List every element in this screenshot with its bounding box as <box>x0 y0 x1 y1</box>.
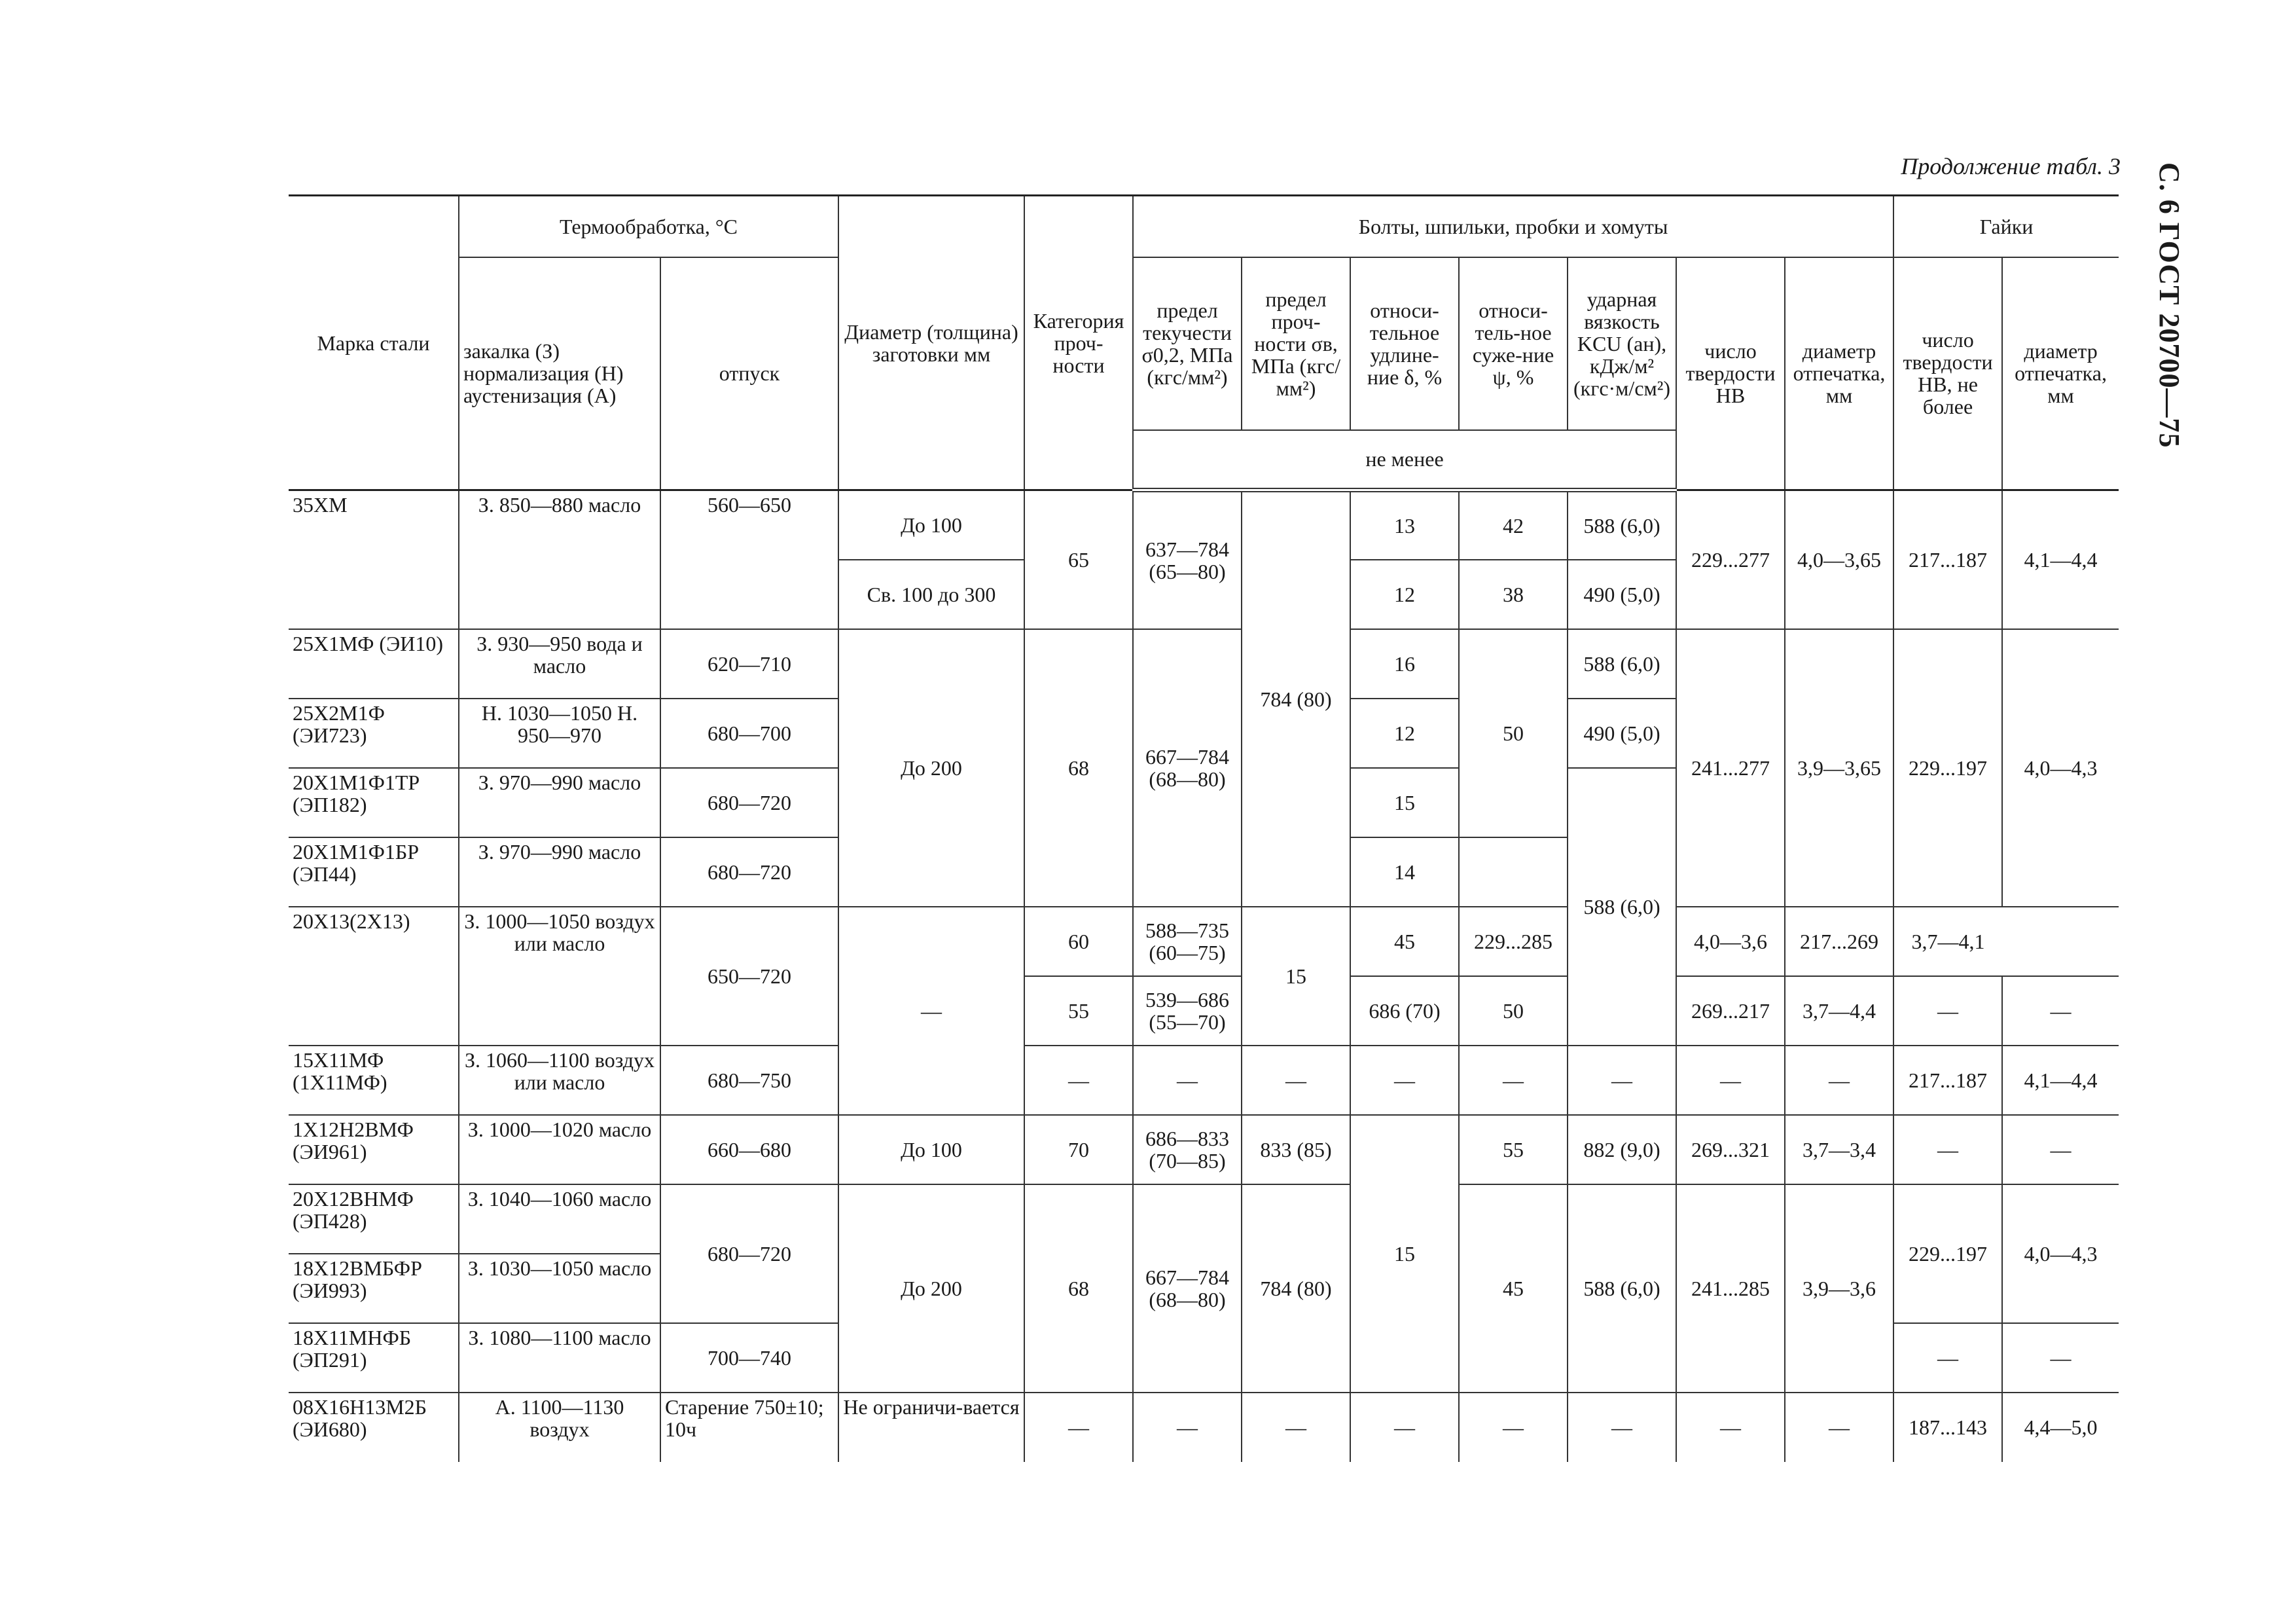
table-cell: З. 1080—1100 масло <box>459 1323 660 1393</box>
table-cell: 3,9—3,6 <box>1785 1184 1893 1393</box>
table-cell: 68 <box>1024 1184 1133 1393</box>
header-not-less: не менее <box>1133 430 1676 490</box>
table-cell: — <box>1242 1046 1350 1115</box>
header-nut-hb: число твердости НВ, не более <box>1893 257 2002 490</box>
table-cell: 4,1—4,4 <box>2002 1046 2119 1115</box>
table-cell: 13 <box>1350 490 1459 560</box>
table-cell: 4,0—3,6 <box>1676 907 1785 976</box>
table-cell: З. 850—880 масло <box>459 490 660 629</box>
table-cell: 700—740 <box>660 1323 838 1393</box>
table-cell: 3,7—4,4 <box>1785 976 1893 1046</box>
table-cell: 08Х16Н13М2Б (ЭИ680) <box>289 1393 459 1462</box>
table-cell: 229...197 <box>1893 1184 2002 1323</box>
table-cell: Не ограничи-вается <box>838 1393 1024 1462</box>
table-cell: Старение 750±10; 10ч <box>660 1393 838 1462</box>
table-cell: — <box>1568 1046 1676 1115</box>
header-tensile: предел проч-ности σв, МПа (кгс/мм²) <box>1242 257 1350 430</box>
table-cell: 680—720 <box>660 837 838 907</box>
header-nut-imprint: диаметр отпечатка, мм <box>2002 257 2119 490</box>
table-cell: 15 <box>1350 768 1459 837</box>
table-cell: 20Х1М1Ф1ТР (ЭП182) <box>289 768 459 837</box>
table-cell: 217...269 <box>1785 907 1893 976</box>
table-cell: 3,7—4,1 <box>1893 907 2002 976</box>
table-cell: 50 <box>1459 976 1568 1046</box>
table-cell: 229...285 <box>1459 907 1568 976</box>
header-quench: закалка (З) нормализация (Н) аустенизация (А) <box>459 257 660 490</box>
table-cell: 25Х2М1Ф (ЭИ723) <box>289 699 459 768</box>
table-cell: — <box>1893 1115 2002 1184</box>
table-cell: 588 (6,0) <box>1568 629 1676 699</box>
table-cell: А. 1100—1130 воздух <box>459 1393 660 1462</box>
table-cell: 660—680 <box>660 1115 838 1184</box>
table-cell: 18Х11МНФБ (ЭП291) <box>289 1323 459 1393</box>
table-cell: 12 <box>1350 699 1459 768</box>
table-cell: 3,9—3,65 <box>1785 629 1893 907</box>
table-cell: 14 <box>1350 837 1459 907</box>
header-yield: предел текучести σ0,2, МПа (кгс/мм²) <box>1133 257 1242 430</box>
table-cell: — <box>838 907 1024 1115</box>
table-cell: 229...197 <box>1893 629 2002 907</box>
table-cell: 4,1—4,4 <box>2002 490 2119 629</box>
table-cell: 55 <box>1024 976 1133 1046</box>
table-cell: — <box>1459 1046 1568 1115</box>
table-cell: 15Х11МФ (1Х11МФ) <box>289 1046 459 1115</box>
table-cell: До 200 <box>838 629 1024 907</box>
table-cell: — <box>1676 1046 1785 1115</box>
table-cell: — <box>2002 1323 2119 1393</box>
table-cell: — <box>1133 1046 1242 1115</box>
table-cell: 490 (5,0) <box>1568 699 1676 768</box>
table-cell: 187...143 <box>1893 1393 2002 1462</box>
table-cell: З. 1000—1050 воздух или масло <box>459 907 660 1046</box>
table-cell: — <box>1242 1393 1350 1462</box>
table-cell: 18Х12ВМБФР (ЭИ993) <box>289 1254 459 1323</box>
table-cell: 4,0—4,3 <box>2002 1184 2119 1323</box>
header-heat-treatment: Термообработка, °С <box>459 196 838 257</box>
table-cell: 20Х13(2Х13) <box>289 907 459 1046</box>
table-cell: 217...187 <box>1893 490 2002 629</box>
table-cell: 68 <box>1024 629 1133 907</box>
table-cell: До 100 <box>838 1115 1024 1184</box>
table-cell: 20Х12ВНМФ (ЭП428) <box>289 1184 459 1254</box>
table-cell: 539—686 (55—70) <box>1133 976 1242 1046</box>
table-cell: З. 970—990 масло <box>459 768 660 837</box>
table-cell: З. 930—950 вода и масло <box>459 629 660 699</box>
table-cell: 588 (6,0) <box>1568 768 1676 1046</box>
table-cell: 241...277 <box>1676 629 1785 907</box>
table-cell: 16 <box>1350 629 1459 699</box>
table-cell: — <box>1785 1393 1893 1462</box>
table-cell: 667—784 (68—80) <box>1133 1184 1242 1393</box>
table-cell: 637—784 (65—80) <box>1133 490 1242 629</box>
table-cell: 3,7—3,4 <box>1785 1115 1893 1184</box>
table-cell: 650—720 <box>660 907 838 1046</box>
table-cell: — <box>1133 1393 1242 1462</box>
table-cell: 680—720 <box>660 1184 838 1323</box>
table-cell: 241...285 <box>1676 1184 1785 1393</box>
table-cell: 42 <box>1459 490 1568 560</box>
table-cell: 4,0—3,65 <box>1785 490 1893 629</box>
header-nuts-group: Гайки <box>1893 196 2119 257</box>
header-imprint: диаметр отпечатка, мм <box>1785 257 1893 490</box>
table-cell: 38 <box>1459 560 1568 629</box>
table-cell: 4,0—4,3 <box>2002 629 2119 907</box>
table-cell: 588 (6,0) <box>1568 490 1676 560</box>
table-cell: 680—750 <box>660 1046 838 1115</box>
table-cell: 784 (80) <box>1242 490 1350 907</box>
table-cell: 4,4—5,0 <box>2002 1393 2119 1462</box>
table-cell: 229...277 <box>1676 490 1785 629</box>
table-cell: — <box>1893 976 2002 1046</box>
table-cell: 680—720 <box>660 768 838 837</box>
header-diameter: Диаметр (толщина) заготовки мм <box>838 196 1024 490</box>
table-cell: 45 <box>1350 907 1459 976</box>
table-cell: 560—650 <box>660 490 838 629</box>
table-cell: З. 1000—1020 масло <box>459 1115 660 1184</box>
table-cell: З. 1030—1050 масло <box>459 1254 660 1323</box>
table-cell: З. 1060—1100 воздух или масло <box>459 1046 660 1115</box>
table-cell: 882 (9,0) <box>1568 1115 1676 1184</box>
table-cell: — <box>1459 1393 1568 1462</box>
side-page-header <box>2152 162 2191 464</box>
table-cell: 588—735 (60—75) <box>1133 907 1242 976</box>
table-cell: — <box>1785 1046 1893 1115</box>
table-cell: 60 <box>1024 907 1133 976</box>
table-cell: 70 <box>1024 1115 1133 1184</box>
table-cell: 15 <box>1350 1115 1459 1393</box>
table-cell: — <box>1676 1393 1785 1462</box>
table-cell: 490 (5,0) <box>1568 560 1676 629</box>
header-temper: отпуск <box>660 257 838 490</box>
table-cell: — <box>1568 1393 1676 1462</box>
table-cell: 833 (85) <box>1242 1115 1350 1184</box>
table-cell: 65 <box>1024 490 1133 629</box>
table-cell: 217...187 <box>1893 1046 2002 1115</box>
table-cell: 269...217 <box>1676 976 1785 1046</box>
table-cell: З. 1040—1060 масло <box>459 1184 660 1254</box>
table-cell: 686—833 (70—85) <box>1133 1115 1242 1184</box>
table-cell: — <box>1350 1046 1459 1115</box>
table-cell: 588 (6,0) <box>1568 1184 1676 1393</box>
table-cell: 55 <box>1459 1115 1568 1184</box>
table-cell: З. 970—990 масло <box>459 837 660 907</box>
header-impact: ударная вязкость KCU (aн), кДж/м² (кгс·м/см²) <box>1568 257 1676 430</box>
table-cell: 20Х1М1Ф1БР (ЭП44) <box>289 837 459 907</box>
table-cell: 269...321 <box>1676 1115 1785 1184</box>
table-cell: 50 <box>1459 629 1568 837</box>
side-header-text: С. 6 ГОСТ 20700—75 <box>2153 162 2185 448</box>
table-cell: Св. 100 до 300 <box>838 560 1024 629</box>
table-cell: 680—700 <box>660 699 838 768</box>
table-cell: 1Х12Н2ВМФ (ЭИ961) <box>289 1115 459 1184</box>
table-cell: 12 <box>1350 560 1459 629</box>
table-cell: — <box>1024 1046 1133 1115</box>
continuation-label: Продолжение табл. 3 <box>1901 153 2121 179</box>
steel-properties-table <box>289 194 2119 1462</box>
table-cell: Н. 1030—1050 Н. 950—970 <box>459 699 660 768</box>
table-cell: — <box>2002 976 2119 1046</box>
table-cell: — <box>1893 1323 2002 1393</box>
table-cell: — <box>1350 1393 1459 1462</box>
header-elongation: относи-тельное удлине-ние δ, % <box>1350 257 1459 430</box>
table-cell: До 200 <box>838 1184 1024 1393</box>
table-cell: — <box>1024 1393 1133 1462</box>
table-cell: 45 <box>1459 1184 1568 1393</box>
table-cell: 620—710 <box>660 629 838 699</box>
header-hb: число твердости НВ <box>1676 257 1785 490</box>
header-category: Категория проч-ности <box>1024 196 1133 490</box>
table-cell: 15 <box>1242 907 1350 1046</box>
table-cell: 784 (80) <box>1242 1184 1350 1393</box>
header-bolts-group: Болты, шпильки, пробки и хомуты <box>1133 196 1893 257</box>
table-cell: 667—784 (68—80) <box>1133 629 1242 907</box>
table-cell: 686 (70) <box>1350 976 1459 1046</box>
table-cell: 35ХМ <box>289 490 459 629</box>
header-reduction: относи-тель-ное суже-ние ψ, % <box>1459 257 1568 430</box>
table-cell: 25Х1МФ (ЭИ10) <box>289 629 459 699</box>
header-mark: Марка стали <box>289 196 459 490</box>
table-cell: — <box>2002 1115 2119 1184</box>
table-cell: До 100 <box>838 490 1024 560</box>
